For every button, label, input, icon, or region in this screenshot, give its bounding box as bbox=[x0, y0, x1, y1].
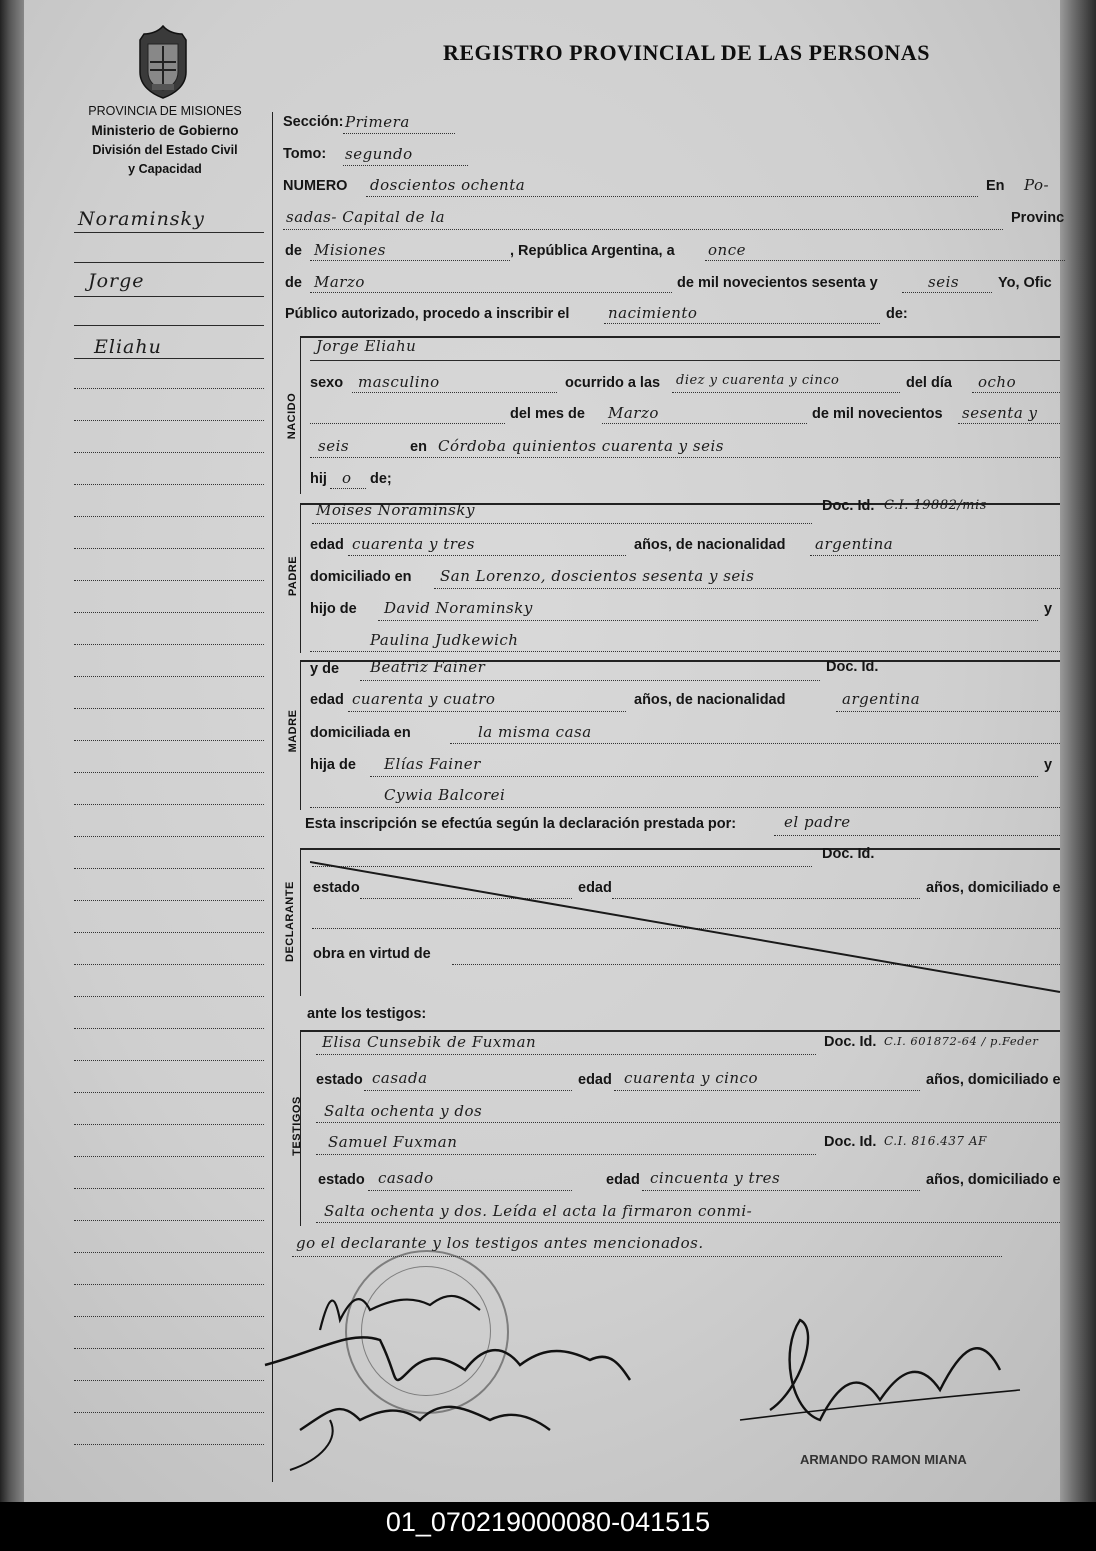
numero-label: NUMERO bbox=[283, 178, 348, 194]
margin-first-name: Jorge bbox=[88, 270, 145, 292]
acta-cierre: go el declarante y los testigos antes mencionados. bbox=[296, 1234, 704, 1252]
margin-rule bbox=[74, 420, 264, 421]
declarante-estado-label: estado bbox=[313, 880, 360, 896]
dotted-rule bbox=[810, 555, 1060, 556]
declaracion-label: Esta inscripción se efectúa según la declaración prestada por: bbox=[305, 816, 737, 832]
dotted-rule bbox=[343, 133, 455, 134]
madre-doc-label: Doc. Id. bbox=[826, 659, 879, 675]
testigo1-anios-label: años, domiciliado e bbox=[926, 1072, 1061, 1088]
dotted-rule bbox=[958, 423, 1060, 424]
margin-rule bbox=[74, 1220, 264, 1221]
dotted-rule bbox=[310, 651, 1060, 652]
dotted-rule bbox=[348, 711, 626, 712]
header-block bbox=[65, 102, 265, 179]
madre-y-label: y bbox=[1044, 757, 1053, 773]
testigo2-anios-label: años, domiciliado e bbox=[926, 1172, 1061, 1188]
hora-value: diez y cuarenta y cinco bbox=[676, 373, 840, 388]
margin-rule bbox=[74, 836, 264, 837]
provincia-value: Misiones bbox=[314, 241, 386, 259]
margin-rule bbox=[74, 772, 264, 773]
testigos-ante-label: ante los testigos: bbox=[307, 1006, 427, 1022]
margin-rule bbox=[74, 516, 264, 517]
padre-y-label: y bbox=[1044, 601, 1053, 617]
sexo-label: sexo bbox=[310, 375, 344, 391]
nacimiento-mes: Marzo bbox=[608, 404, 659, 422]
margin-rule bbox=[74, 1412, 264, 1413]
madre-section-label: MADRE bbox=[287, 709, 299, 753]
margin-second-name: Eliahu bbox=[94, 336, 162, 358]
provincia-label: Provinc bbox=[1011, 210, 1065, 226]
margin-rule bbox=[74, 1316, 264, 1317]
dotted-rule bbox=[348, 555, 626, 556]
madre-nombre: Beatriz Fainer bbox=[370, 658, 486, 676]
declarante-obra-label: obra en virtud de bbox=[313, 946, 431, 962]
margin-rule bbox=[74, 1348, 264, 1349]
margin-rule bbox=[74, 740, 264, 741]
padre-nombre: Moises Noraminsky bbox=[316, 501, 475, 519]
republica-label: , República Argentina, a bbox=[510, 243, 675, 259]
section-bracket bbox=[300, 848, 301, 996]
madre-madre-nombre: Cywia Balcorei bbox=[384, 786, 506, 804]
hij-de-label: de; bbox=[370, 471, 392, 487]
margin-rule bbox=[74, 548, 264, 549]
margin-rule bbox=[74, 996, 264, 997]
testigo2-domicilio: Salta ochenta y dos. Leída el acta la firmaron conmi- bbox=[324, 1202, 753, 1220]
testigo2-estado-label: estado bbox=[318, 1172, 365, 1188]
padre-section-label: PADRE bbox=[287, 555, 299, 597]
testigo2-edad: cincuenta y tres bbox=[650, 1169, 781, 1187]
section-bracket bbox=[300, 503, 301, 653]
madre-domicilio: la misma casa bbox=[478, 723, 592, 741]
testigo1-doc-label: Doc. Id. bbox=[824, 1034, 877, 1050]
province-name: PROVINCIA DE MISIONES bbox=[88, 104, 242, 118]
margin-rule bbox=[74, 964, 264, 965]
dotted-rule bbox=[343, 165, 468, 166]
del-dia-label: del día bbox=[906, 375, 952, 391]
dotted-rule bbox=[370, 776, 1038, 777]
declarante-section-label: DECLARANTE bbox=[284, 881, 296, 962]
dotted-rule bbox=[434, 588, 1060, 589]
margin-rule bbox=[74, 484, 264, 485]
dotted-rule bbox=[316, 1154, 816, 1155]
dotted-rule bbox=[316, 1122, 1060, 1123]
de-colon-label: de: bbox=[886, 306, 908, 322]
nacido-nombre: Jorge Eliahu bbox=[316, 337, 417, 355]
dotted-rule bbox=[352, 392, 557, 393]
dotted-rule bbox=[368, 1190, 572, 1191]
de-label-2: de bbox=[285, 275, 302, 291]
testigo1-nombre: Elisa Cunsebik de Fuxman bbox=[322, 1033, 537, 1051]
declarante-anios-label: años, domiciliado e bbox=[926, 880, 1061, 896]
testigo2-estado: casado bbox=[378, 1169, 434, 1187]
dotted-rule bbox=[972, 392, 1060, 393]
dotted-rule bbox=[705, 260, 1065, 261]
rule bbox=[310, 360, 1060, 361]
testigo2-doc-label: Doc. Id. bbox=[824, 1134, 877, 1150]
declarante-edad-label: edad bbox=[578, 880, 612, 896]
padre-nacionalidad: argentina bbox=[815, 535, 894, 553]
padre-hijo-label: hijo de bbox=[310, 601, 357, 617]
margin-rule bbox=[74, 1444, 264, 1445]
margin-rule bbox=[74, 708, 264, 709]
madre-hija-label: hija de bbox=[310, 757, 356, 773]
nacido-section-label: NACIDO bbox=[286, 392, 298, 440]
margin-rule bbox=[74, 580, 264, 581]
dotted-rule bbox=[316, 1054, 816, 1055]
testigo1-edad: cuarenta y cinco bbox=[624, 1069, 758, 1087]
testigo2-edad-label: edad bbox=[606, 1172, 640, 1188]
dotted-rule bbox=[366, 196, 978, 197]
dotted-rule bbox=[378, 620, 1038, 621]
testigo1-estado: casada bbox=[372, 1069, 428, 1087]
declaracion-valor: el padre bbox=[784, 813, 851, 831]
de-label: de bbox=[285, 243, 302, 259]
seccion-value: Primera bbox=[345, 113, 410, 131]
page-stack-edge-right bbox=[1060, 0, 1096, 1502]
margin-rule bbox=[74, 1060, 264, 1061]
margin-rule bbox=[74, 1028, 264, 1029]
testigo1-edad-label: edad bbox=[578, 1072, 612, 1088]
nacimiento-anio-2: seis bbox=[318, 437, 350, 455]
anio-label: de mil novecientos sesenta y bbox=[677, 275, 878, 291]
margin-rule bbox=[74, 676, 264, 677]
ministry-name: Ministerio de Gobierno bbox=[91, 123, 239, 138]
mes-value: Marzo bbox=[314, 273, 365, 291]
margin-rule bbox=[74, 325, 264, 326]
dotted-rule bbox=[312, 523, 812, 524]
dotted-rule bbox=[604, 323, 880, 324]
padre-doc-value: C.I. 19882/mis bbox=[884, 498, 987, 513]
dotted-rule bbox=[310, 807, 1060, 808]
en-label-2: en bbox=[410, 439, 427, 455]
hij-label: hij bbox=[310, 471, 327, 487]
seccion-label: Sección: bbox=[283, 114, 344, 130]
margin-rule bbox=[74, 868, 264, 869]
dotted-rule bbox=[310, 260, 510, 261]
dotted-rule bbox=[283, 229, 1003, 230]
dotted-rule bbox=[316, 1222, 1060, 1223]
dotted-rule bbox=[310, 457, 1060, 458]
madre-anios-label: años, de nacionalidad bbox=[634, 692, 786, 708]
testigos-section-label: TESTIGOS bbox=[291, 1096, 303, 1156]
section-bracket bbox=[300, 336, 301, 494]
division-name: División del Estado Civil bbox=[92, 143, 238, 157]
margin-rule bbox=[74, 644, 264, 645]
anio-value: seis bbox=[928, 273, 960, 291]
section-rule bbox=[300, 1030, 1060, 1032]
margin-rule bbox=[74, 804, 264, 805]
padre-doc-label: Doc. Id. bbox=[822, 498, 875, 514]
margin-rule bbox=[74, 452, 264, 453]
margin-rule bbox=[74, 1380, 264, 1381]
dotted-rule bbox=[902, 292, 992, 293]
dotted-rule bbox=[602, 423, 807, 424]
dotted-rule bbox=[836, 711, 1060, 712]
margin-surname: Noraminsky bbox=[78, 208, 205, 230]
margin-rule bbox=[74, 932, 264, 933]
section-bracket bbox=[300, 660, 301, 810]
madre-edad-value: cuarenta y cuatro bbox=[352, 690, 496, 708]
nacimiento-dia: ocho bbox=[978, 373, 1017, 391]
padre-anios-label: años, de nacionalidad bbox=[634, 537, 786, 553]
padre-domicilio-label: domiciliado en bbox=[310, 569, 412, 585]
madre-nacionalidad: argentina bbox=[842, 690, 921, 708]
document-title: REGISTRO PROVINCIAL DE LAS PERSONAS bbox=[443, 40, 930, 65]
mil-novecientos-label: de mil novecientos bbox=[812, 406, 943, 422]
margin-rule bbox=[74, 296, 264, 297]
margin-rule bbox=[74, 1188, 264, 1189]
image-id-footer: 01_070219000080-041515 bbox=[0, 1502, 1096, 1551]
testigo2-nombre: Samuel Fuxman bbox=[328, 1133, 458, 1151]
madre-yde-label: y de bbox=[310, 661, 340, 677]
dotted-rule bbox=[774, 835, 1060, 836]
place-value: sadas- Capital de la bbox=[286, 208, 446, 226]
dia-value: once bbox=[708, 241, 746, 259]
coat-of-arms-emblem bbox=[128, 22, 198, 100]
division-name-cont: y Capacidad bbox=[128, 162, 202, 176]
dotted-rule bbox=[614, 1090, 920, 1091]
publico-label: Público autorizado, procedo a inscribir el bbox=[285, 306, 570, 322]
del-mes-label: del mes de bbox=[510, 406, 585, 422]
declarante-doc-label: Doc. Id. bbox=[822, 846, 875, 862]
en-label: En bbox=[986, 178, 1005, 194]
margin-rule bbox=[74, 1252, 264, 1253]
margin-rule bbox=[74, 1156, 264, 1157]
acto-value: nacimiento bbox=[608, 304, 698, 322]
tomo-value: segundo bbox=[345, 145, 413, 163]
dotted-rule bbox=[672, 392, 900, 393]
margin-rule bbox=[74, 1092, 264, 1093]
nacimiento-anio: sesenta y bbox=[962, 404, 1038, 422]
dotted-rule bbox=[642, 1190, 920, 1191]
cancel-strike-line bbox=[310, 860, 1070, 1000]
tomo-label: Tomo: bbox=[283, 146, 327, 162]
testigo1-doc: C.I. 601872-64 / p.Feder bbox=[884, 1034, 1039, 1048]
madre-domicilio-label: domiciliada en bbox=[310, 725, 411, 741]
padre-domicilio: San Lorenzo, doscientos sesenta y seis bbox=[440, 567, 755, 585]
margin-rule bbox=[74, 612, 264, 613]
dotted-rule bbox=[310, 292, 672, 293]
section-rule bbox=[300, 848, 1060, 850]
padre-padre-nombre: David Noraminsky bbox=[384, 599, 533, 617]
margin-rule bbox=[74, 1284, 264, 1285]
ocurrido-label: ocurrido a las bbox=[565, 375, 661, 391]
numero-value: doscientos ochenta bbox=[370, 176, 526, 194]
madre-edad-label: edad bbox=[310, 692, 344, 708]
sexo-value: masculino bbox=[358, 373, 440, 391]
en-value: Po- bbox=[1024, 176, 1050, 194]
margin-rule bbox=[74, 900, 264, 901]
binding-edge-left bbox=[0, 0, 24, 1502]
margin-rule bbox=[74, 358, 264, 359]
dotted-rule bbox=[330, 488, 366, 489]
hij-suffix: o bbox=[342, 469, 352, 487]
padre-madre-nombre: Paulina Judkewich bbox=[370, 631, 519, 649]
margin-rule bbox=[74, 1124, 264, 1125]
dotted-rule bbox=[450, 743, 1060, 744]
yo-label: Yo, Ofic bbox=[998, 275, 1052, 291]
padre-edad-value: cuarenta y tres bbox=[352, 535, 475, 553]
margin-rule bbox=[74, 388, 264, 389]
padre-edad-label: edad bbox=[310, 537, 344, 553]
testigo1-domicilio: Salta ochenta y dos bbox=[324, 1102, 483, 1120]
margin-rule bbox=[74, 262, 264, 263]
dotted-rule bbox=[360, 680, 820, 681]
testigo1-estado-label: estado bbox=[316, 1072, 363, 1088]
testigo2-doc: C.I. 816.437 AF bbox=[884, 1134, 987, 1148]
dotted-rule bbox=[364, 1090, 572, 1091]
stamp-name: ARMANDO RAMON MIANA bbox=[800, 1452, 967, 1467]
dotted-rule bbox=[310, 423, 505, 424]
madre-padre-nombre: Elías Fainer bbox=[384, 755, 481, 773]
nacimiento-lugar: Córdoba quinientos cuarenta y seis bbox=[438, 437, 724, 455]
margin-rule bbox=[74, 232, 264, 233]
